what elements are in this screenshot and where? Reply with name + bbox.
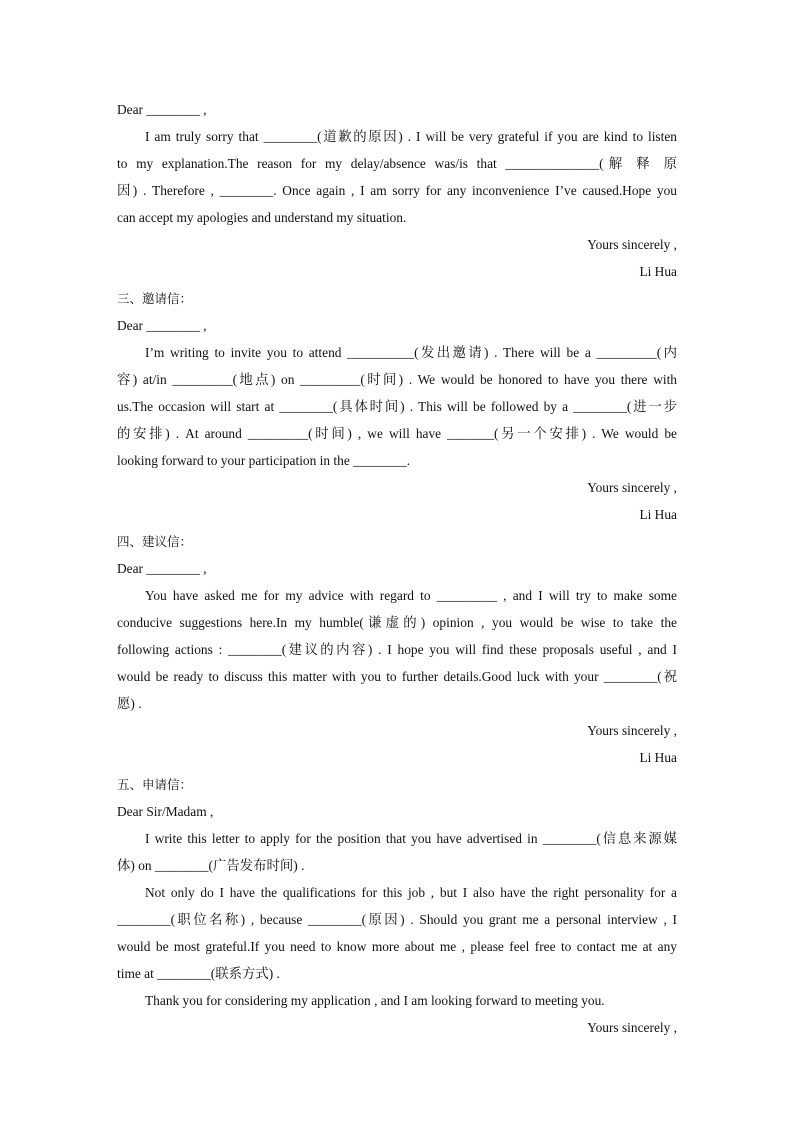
body-line: You have asked me for my advice with regard to _________ , and I will try to make some bbox=[145, 588, 677, 603]
salutation: Dear ________ , bbox=[117, 102, 207, 117]
body-line: would be ready to discuss this matter with you to further details.Good luck with your ________(祝 bbox=[117, 669, 677, 684]
body-line: 愿) . bbox=[117, 696, 142, 711]
body-line: 容) at/in _________(地点) on _________(时间) . We would be honored to have you there with bbox=[117, 372, 677, 387]
closing: Yours sincerely , bbox=[587, 1020, 677, 1035]
closing: Yours sincerely , bbox=[587, 723, 677, 738]
section-heading: 五、申请信： bbox=[117, 777, 193, 792]
body-line: time at ________(联系方式) . bbox=[117, 966, 280, 981]
body-line: 的安排) . At around _________(时间) , we will have _______(另一个安排) . We would be bbox=[117, 426, 677, 441]
section-heading: 三、邀请信： bbox=[117, 291, 193, 306]
body-line: 因) . Therefore , ________. Once again , I am sorry for any inconvenience I’ve caused.Hope you bbox=[117, 183, 677, 198]
body-line: I am truly sorry that ________(道歉的原因) . I will be very grateful if you are kind to listen bbox=[145, 129, 677, 144]
body-line: can accept my apologies and understand my situation. bbox=[117, 210, 407, 225]
section-heading: 四、建议信： bbox=[117, 534, 193, 549]
body-line: 体) on ________(广告发布时间) . bbox=[117, 858, 305, 873]
body-line: would be most grateful.If you need to know more about me , please feel free to contact me at any bbox=[117, 939, 677, 954]
body-line: looking forward to your participation in the ________. bbox=[117, 453, 411, 468]
body-line: us.The occasion will start at ________(具体时间) . This will be followed by a ________(进一步 bbox=[117, 399, 677, 414]
signature: Li Hua bbox=[639, 507, 677, 522]
closing: Yours sincerely , bbox=[587, 480, 677, 495]
salutation: Dear ________ , bbox=[117, 561, 207, 576]
body-line: Not only do I have the qualifications for this job , but I also have the right personality for a bbox=[145, 885, 677, 900]
salutation: Dear ________ , bbox=[117, 318, 207, 333]
body-line: ________(职位名称) , because ________(原因) . Should you grant me a personal interview , I bbox=[117, 912, 677, 927]
body-line: conducive suggestions here.In my humble(谦虚的) opinion , you would be wise to take the bbox=[117, 615, 677, 630]
body-line: Thank you for considering my application , and I am looking forward to meeting you. bbox=[145, 993, 605, 1008]
document-page bbox=[117, 96, 677, 1041]
signature: Li Hua bbox=[639, 264, 677, 279]
salutation: Dear Sir/Madam , bbox=[117, 804, 214, 819]
closing: Yours sincerely , bbox=[587, 237, 677, 252]
body-line: to my explanation.The reason for my delay/absence was/is that ______________(解 释 原 bbox=[117, 156, 677, 171]
body-line: I write this letter to apply for the position that you have advertised in ________(信息来源媒 bbox=[145, 831, 677, 846]
body-line: following actions : ________(建议的内容) . I hope you will find these proposals useful , and I bbox=[117, 642, 677, 657]
body-line: I’m writing to invite you to attend __________(发出邀请) . There will be a _________(内 bbox=[145, 345, 677, 360]
signature: Li Hua bbox=[639, 750, 677, 765]
